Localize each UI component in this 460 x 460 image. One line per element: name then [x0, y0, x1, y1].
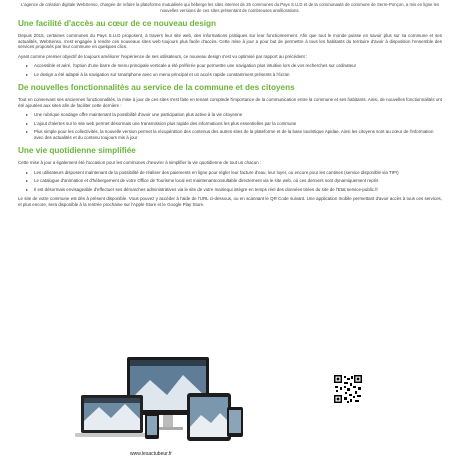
- section-2-title: De nouvelles fonctionnalités au service de la commune et des citoyens: [18, 83, 295, 93]
- qr-code-image: [333, 374, 363, 404]
- section-2-paragraph-1: Tout en conservant ses anciennes fonctionnalités, la mise à jour de ces sites s'est faite en tenant comptede l'importance de la communication entre la commune et ses habitants. Ainsi, de nouvelles fonctionnalités ont été ajoutées aux sites afin de faciliter cette dernière :: [18, 97, 442, 108]
- bullet-icon: ▸: [26, 178, 29, 184]
- bullet-item: ▸ Le catalogue d'animation et d'hébergement de votre Office de Tourisme local est maintenantconsultable directement via le site web, où ces derniers sont dynamiquement repris: [26, 178, 379, 184]
- bullet-item: ▸ L'ajout d'alertes sur le site web permet désormais une transmission plus rapide des informations les plus essentielles par la commune: [26, 120, 297, 126]
- bullet-item: ▸ Il est désormais envisageable d'effectuer ses démarches administratives via le site de votre mairiequi intègre en temps réel des données tirées du site de l'Etat service-public.fr: [26, 186, 378, 192]
- bullet-item: ▸ Le design a été adapté à la navigation sur smartphone avec un menu principal et un accès rapide constamment présents à l'écran: [26, 71, 290, 77]
- bullet-icon: ▸: [26, 112, 29, 118]
- bullet-icon: ▸: [26, 186, 29, 192]
- flyer-page: [18, 0, 442, 211]
- section-1-paragraph-1: Depuis 2015, certaines communes du Pays S.U.D proposent, à travers leur site web, des informations pratiques sur leur fonctionnement. Afin que tout le monde puisse en savoir plus sur sa commune et ses actualités, WebSenso, s'est engagée à rendre ces nouveaux sites web toujours plus facile d'accès. Cette mise à jour a pour but de permettre à tous les habitants du territoire d'avoir à disposition l'ensemble des services proposés par leur commune en quelques clics.: [18, 33, 442, 50]
- section-1-bullets: [18, 63, 442, 77]
- section-1-title: Une facilité d'accès au cœur de ce nouveau design: [18, 19, 217, 29]
- section-1-paragraph-2: Ayant comme premier objectif de toujours améliorer l'expérience de ses utilisateurs, ce nouveau design s'est vu optimisé par rapport au précédent :: [18, 53, 308, 59]
- bullet-item: ▸ Accessible et aéré, l'option d'une barre de menu principale verticale a été préférée pour permettre une navigation plus intuitive lors de vos recherches sur ordinateur: [26, 63, 357, 69]
- intro-text: L'agence de création digitale WebSenso, chargée de refaire la plateforme mutualisée qui héberge les sites internet de 25 communes du Pays S.U.D et de la communauté de commune de Serre-Ponçon, a mis en ligne les nouvelles versions de ces sites présentant de nombreuses améliorations.: [20, 2, 440, 13]
- bullet-item: ▸ Une rubrique sondage offre maintenant la possibilité d'avoir une participation plus active à la vie citoyenne: [26, 112, 243, 118]
- bullet-item: ▸ Les utilisateurs disposent maintenant de la possibilité de réaliser des paiements en ligne pour régler leur facture d'eau, leur loyer, ou encore pour les cantines (service disponible via TIPI): [26, 169, 399, 175]
- website-url[interactable]: www.lesactubeur.fr: [130, 451, 172, 457]
- bullet-icon: ▸: [26, 63, 29, 69]
- section-3-paragraph-1: Cette mise à jour a également été l'occasion pour les communes d'œuvrer à simplifier la vie quotidienne de tout un chacun :: [18, 160, 262, 166]
- section-3-title: Une vie quotidienne simplifiée: [18, 146, 136, 156]
- bullet-icon: ▸: [26, 71, 29, 77]
- section-2-bullets: [18, 112, 442, 140]
- bullet-icon: ▸: [26, 169, 29, 175]
- bullet-item: ▸ Plus simple pour les collectivités, la nouvelle version permet la récupération des contenus des autres sites de la plateforme et de la base touristique Apidae. Ainsi les citoyens sont au cœur de l'information avec des actualités et du contenu toujours mis à jour: [26, 129, 434, 140]
- section-3-bullets: [18, 170, 442, 193]
- closing-paragraph: Le site de votre commune est dès à présent disponible. Vous pouvez y accéder à l'aide de l'URL ci-dessous, ou en scannant le QR Code suivant. Une application mobile permettant d'avoir accès à tous ces services, et plus encore, sera disponible à la rentrée prochaine sur l'Apple Store et le Google Play Store.: [18, 196, 442, 207]
- illustration-area: [0, 355, 424, 460]
- devices-mockup-image: [75, 355, 245, 450]
- bullet-icon: ▸: [26, 129, 29, 135]
- bullet-icon: ▸: [26, 120, 29, 126]
